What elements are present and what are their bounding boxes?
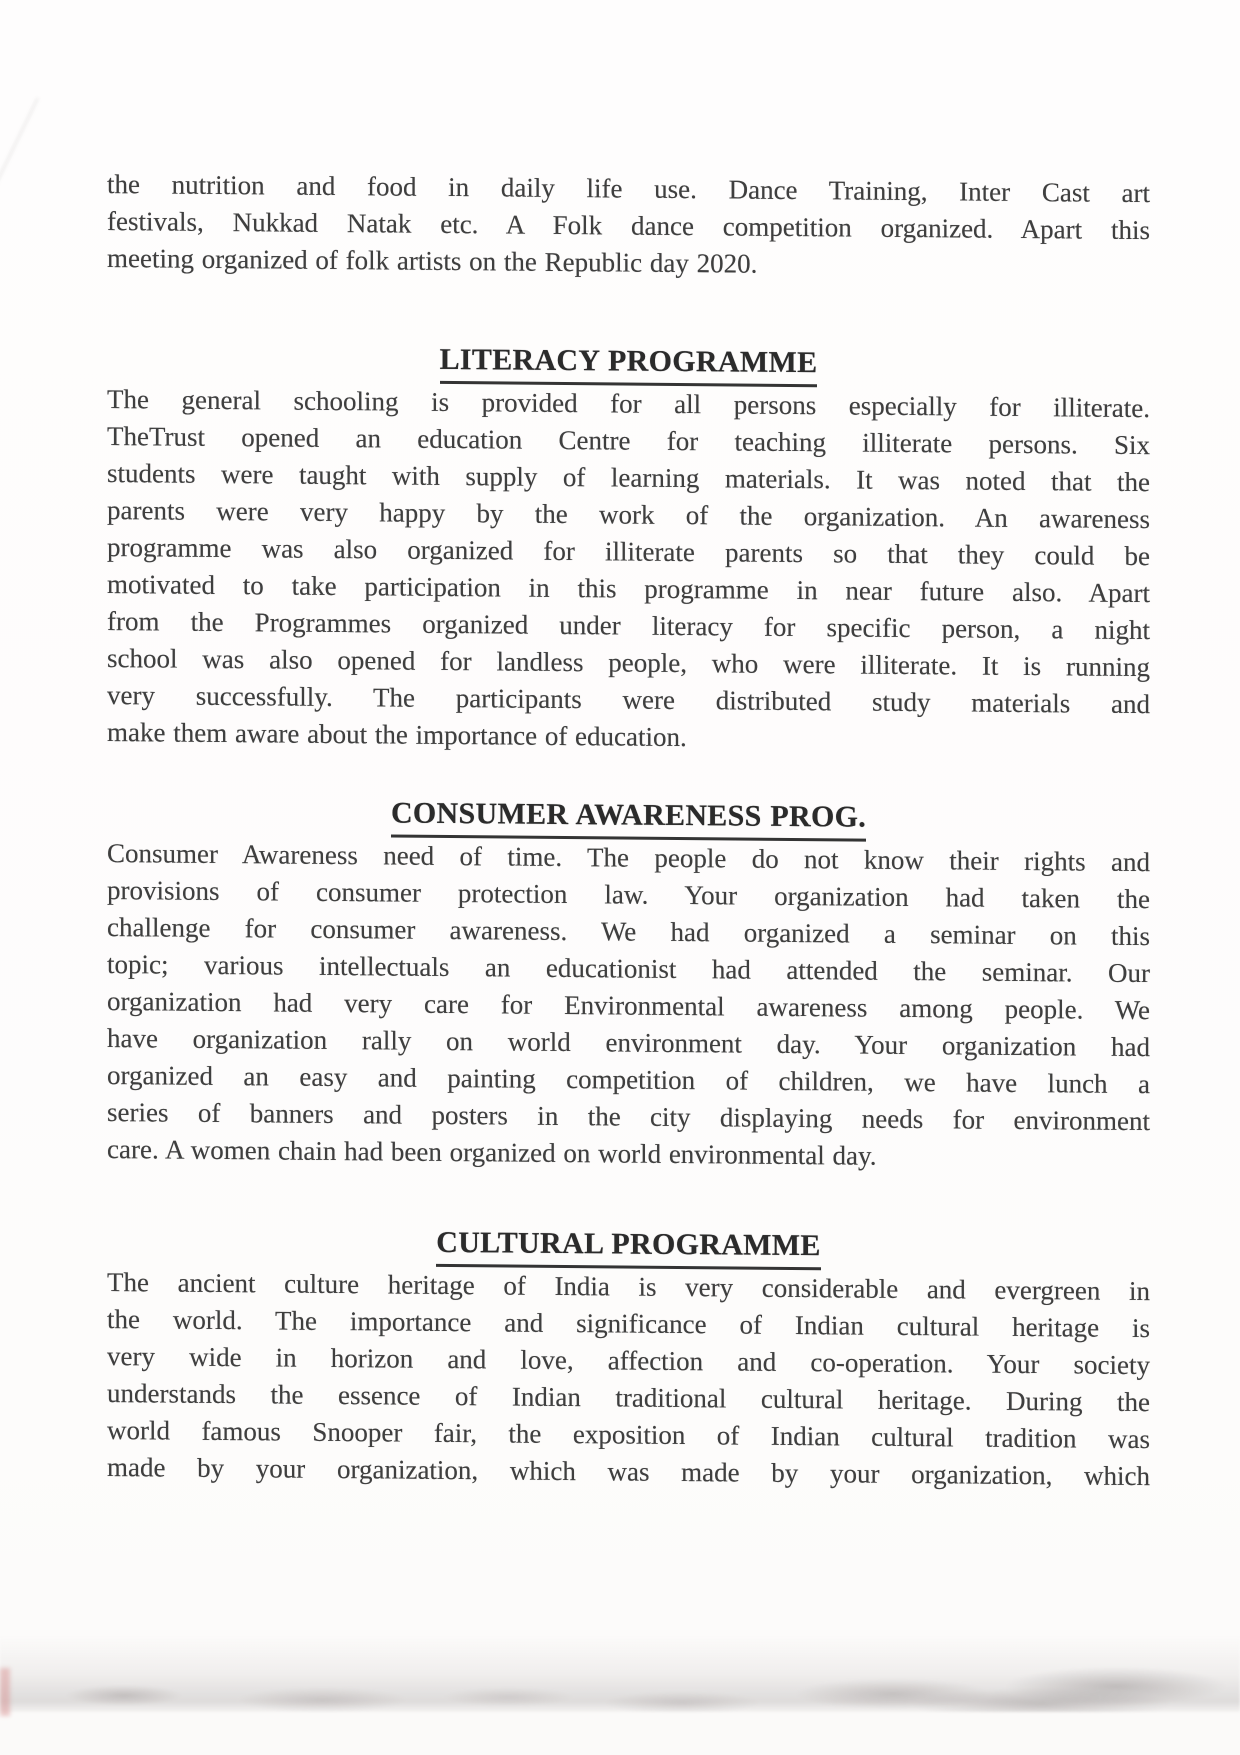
text-line: care. A women chain had been organized on world environmental day. (107, 1134, 877, 1171)
text-line: Consumer Awareness need of time. The people do not know their rights and (107, 838, 1150, 878)
section-literacy-programme (107, 337, 1150, 760)
text-line: challenge for consumer awareness. We had organized a seminar on this (107, 912, 1150, 952)
text-line: organization had very care for Environmental awareness among people. We (107, 986, 1150, 1026)
text-line: world famous Snooper fair, the exposition of Indian cultural tradition was (107, 1415, 1150, 1455)
section-cultural-programme (107, 1220, 1150, 1495)
text-line: made by your organization, which was made by your organization, which (107, 1452, 1150, 1492)
text-line: motivated to take participation in this programme in near future also. Apart (107, 569, 1150, 609)
text-line: parents were very happy by the work of the organization. An awareness (107, 495, 1150, 535)
text-line: The general schooling is provided for all persons especially for illiterate. (107, 384, 1150, 424)
scan-edge-artifact (0, 1668, 10, 1716)
literacy-paragraph (107, 381, 1150, 760)
intro-paragraph (107, 166, 1150, 286)
text-line: very wide in horizon and love, affection and co-operation. Your society (107, 1341, 1150, 1381)
cultural-paragraph (107, 1264, 1150, 1495)
text-line: make them aware about the importance of education. (107, 717, 687, 753)
section-consumer-awareness (107, 791, 1150, 1177)
text-line: provisions of consumer protection law. Your organization had taken the (107, 875, 1150, 915)
scan-shadow-band (0, 1636, 1240, 1712)
heading-underline-text: CONSUMER AWARENESS PROG. (391, 793, 866, 841)
text-line: organized an easy and painting competition of children, we have lunch a (107, 1060, 1150, 1100)
text-line: school was also opened for landless people, who were illiterate. It is running (107, 643, 1150, 683)
text-line: TheTrust opened an education Centre for teaching illiterate persons. Six (107, 421, 1150, 461)
text-line: understands the essence of Indian traditional cultural heritage. During the (107, 1378, 1150, 1418)
text-line: festivals, Nukkad Natak etc. A Folk dance competition organized. Apart this (107, 206, 1150, 246)
text-line: programme was also organized for illiterate parents so that they could be (107, 532, 1150, 572)
paper-crease-mark (0, 97, 39, 206)
text-line: the nutrition and food in daily life use. Dance Training, Inter Cast art (107, 169, 1150, 209)
text-line: meeting organized of folk artists on the Republic day 2020. (107, 243, 758, 279)
text-line: topic; various intellectuals an educationist had attended the seminar. Our (107, 949, 1150, 989)
text-line: The ancient culture heritage of India is very considerable and evergreen in (107, 1267, 1150, 1307)
text-line: series of banners and posters in the city displaying needs for environment (107, 1097, 1150, 1137)
text-line: have organization rally on world environment day. Your organization had (107, 1023, 1150, 1063)
consumer-paragraph (107, 835, 1150, 1177)
text-line: very successfully. The participants were distributed study materials and (107, 680, 1150, 720)
heading-underline-text: CULTURAL PROGRAMME (436, 1223, 820, 1270)
heading-underline-text: LITERACY PROGRAMME (440, 340, 818, 387)
text-line: from the Programmes organized under literacy for specific person, a night (107, 606, 1150, 646)
text-line: the world. The importance and significance of Indian cultural heritage is (107, 1304, 1150, 1344)
document-content (107, 166, 1150, 1495)
text-line: students were taught with supply of learning materials. It was noted that the (107, 458, 1150, 498)
